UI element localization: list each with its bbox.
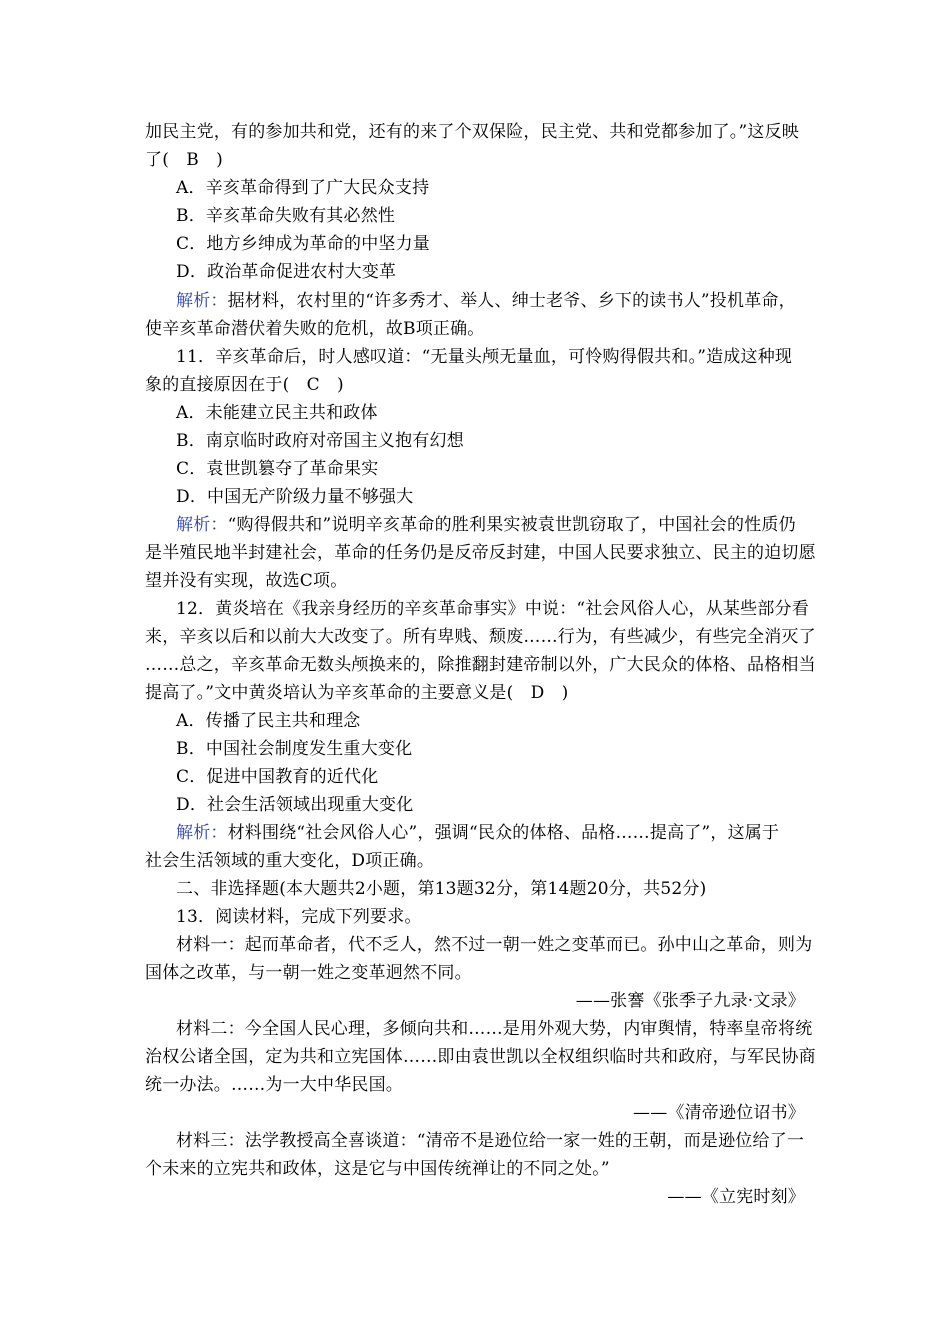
q12-option-c: C．促进中国教育的近代化 — [176, 767, 379, 787]
q12-stem-line: 提高了。”文中黄炎培认为辛亥革命的主要意义是( D ) — [145, 683, 569, 703]
q11-option-c: C．袁世凯篡夺了革命果实 — [176, 459, 379, 479]
q12-stem-line: ……总之，辛亥革命无数头颅换来的，除推翻封建帝制以外，广大民众的体格、品格相当 — [145, 655, 816, 675]
material-2-source: ——《清帝逊位诏书》 — [633, 1103, 805, 1123]
q11-option-d: D．中国无产阶级力量不够强大 — [176, 487, 414, 507]
material-2-line: 治权公诸全国，定为共和立宪国体……即由袁世凯以全权组织临时共和政府，与军民协商 — [145, 1047, 816, 1067]
material-2-line: 统一办法。……为一大中华民国。 — [145, 1075, 403, 1095]
q11-stem-line: 象的直接原因在于( C ) — [145, 375, 344, 395]
material-1-source: ——张謇《张季子九录·文录》 — [575, 991, 805, 1011]
q11-analysis-line: 望并没有实现，故选C项。 — [145, 571, 348, 591]
material-1-line: 国体之改革，与一朝一姓之变革迥然不同。 — [145, 963, 472, 983]
section-heading: 二、非选择题(本大题共2小题，第13题32分，第14题20分，共52分) — [176, 879, 707, 899]
q10-option-c: C．地方乡绅成为革命的中坚力量 — [176, 234, 431, 254]
q10-option-a: A．辛亥革命得到了广大民众支持 — [176, 178, 430, 198]
q12-stem-line: 来，辛亥以后和以前大大改变了。所有卑贱、颓废……行为，有些减少，有些完全消灭了 — [145, 627, 816, 647]
material-2-line: 材料二：今全国人民心理，多倾向共和……是用外观大势，内审舆情，特率皇帝将统 — [176, 1019, 813, 1039]
q11-option-b: B．南京临时政府对帝国主义抱有幻想 — [176, 431, 464, 451]
material-1-line: 材料一：起而革命者，代不乏人，然不过一朝一姓之变革而已。孙中山之革命，则为 — [176, 935, 813, 955]
q10-analysis — [176, 291, 796, 311]
analysis-label: 解析： — [176, 515, 228, 535]
q11-analysis — [176, 515, 796, 535]
q12-analysis-line: 社会生活领域的重大变化，D项正确。 — [145, 851, 435, 871]
analysis-label: 解析： — [176, 823, 228, 843]
q10-option-d: D．政治革命促进农村大变革 — [176, 262, 397, 282]
q10-option-b: B．辛亥革命失败有其必然性 — [176, 206, 396, 226]
q10-stem-line: 了( B ) — [145, 150, 223, 170]
analysis-text: 材料围绕“社会风俗人心”，强调“民众的体格、品格……提高了”，这属于 — [227, 823, 780, 843]
material-3-source: ——《立宪时刻》 — [667, 1187, 805, 1207]
q10-analysis-line: 使辛亥革命潜伏着失败的危机，故B项正确。 — [145, 319, 485, 339]
q13-stem: 13．阅读材料，完成下列要求。 — [176, 907, 422, 927]
q12-option-b: B．中国社会制度发生重大变化 — [176, 739, 413, 759]
q12-option-d: D．社会生活领域出现重大变化 — [176, 795, 414, 815]
q11-option-a: A．未能建立民主共和政体 — [176, 403, 378, 423]
analysis-label: 解析： — [176, 291, 228, 311]
q11-analysis-line: 是半殖民地半封建社会，革命的任务仍是反帝反封建，中国人民要求独立、民主的迫切愿 — [145, 543, 816, 563]
q11-stem-line: 11．辛亥革命后，时人感叹道：“无量头颅无量血，可怜购得假共和。”造成这种现 — [176, 347, 793, 367]
analysis-text: “购得假共和”说明辛亥革命的胜利果实被袁世凯窃取了，中国社会的性质仍 — [227, 515, 796, 535]
q12-analysis — [176, 823, 779, 843]
material-3-line: 个未来的立宪共和政体，这是它与中国传统禅让的不同之处。” — [145, 1159, 610, 1179]
q10-stem-line: 加民主党，有的参加共和党，还有的来了个双保险，民主党、共和党都参加了。”这反映 — [145, 122, 799, 142]
q12-stem-line: 12．黄炎培在《我亲身经历的辛亥革命事实》中说：“社会风俗人心，从某些部分看 — [176, 599, 809, 619]
analysis-text: 据材料，农村里的“许多秀才、举人、绅士老爷、乡下的读书人”投机革命， — [227, 291, 796, 311]
q12-option-a: A．传播了民主共和理念 — [176, 711, 361, 731]
material-3-line: 材料三：法学教授高全喜谈道：“清帝不是逊位给一家一姓的王朝，而是逊位给了一 — [176, 1131, 805, 1151]
